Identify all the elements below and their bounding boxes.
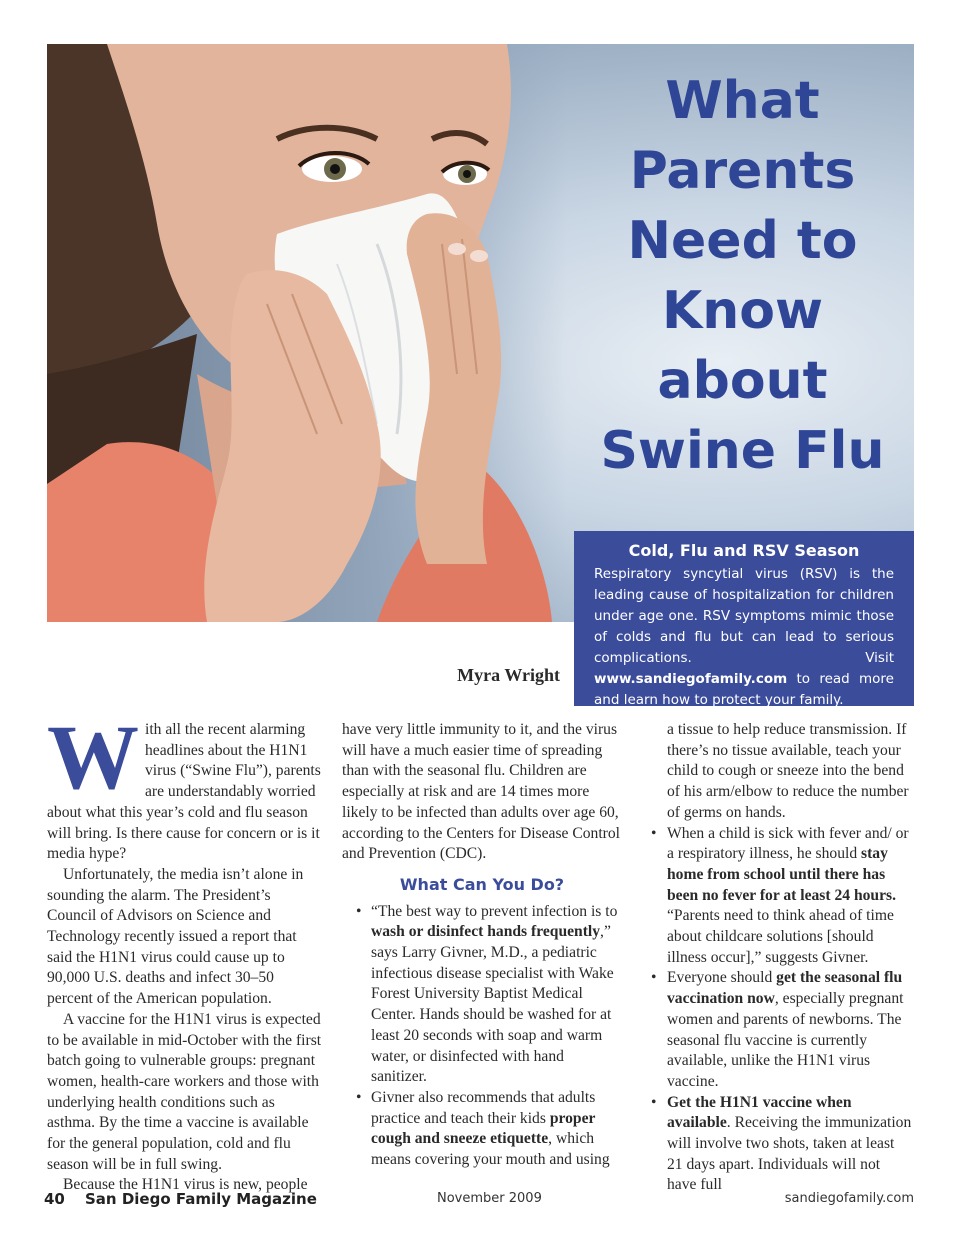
title-line: Know [661,281,824,341]
column-3 [645,720,913,1196]
bold-text: wash or disinfect hands frequently [371,923,601,941]
sidebar-text-part: Respiratory syncytial virus (RSV) is the leading cause of hospitalization for children under age one. RSV symptoms mimic those of colds and flu but can lead to serious complications. Visit [594,566,894,666]
text: . Receiving the immunization will involve two shots, taken at least 21 days apart. Individuals will not have full [667,1114,912,1194]
rsv-sidebar-box [574,531,914,706]
text: , especially pregnant women and parents of newborns. The seasonal flu vaccine is currently available, unlike the H1N1 virus vaccine. [667,990,904,1090]
list-item [645,1093,913,1197]
list-item [645,824,913,969]
title-line: Parents [629,141,856,201]
section-subhead: What Can You Do? [399,874,565,894]
paragraph: have very little immunity to it, and the virus will have a much easier time of spreading than with the seasonal flu. Children are especially at risk and are 14 times more likely to be infected than adults over age 60, according to the Centers for Disease Control and Prevention (CDC). [342,721,621,863]
paragraph-text: ith all the recent alarming headlines about the H1N1 virus (“Swine Flu”), parents are understandably worried about what this year’s cold and flu season will bring. Is there cause for concern or is it media hype? [47,721,321,863]
title-line: What [665,71,820,131]
paragraph: Unfortunately, the media isn’t alone in sounding the alarm. The President’s Council of Advisors on Science and Technology recently issued a report that said the H1N1 virus could cause up to 90,000 U.S. deaths and infect 30–50 percent of the American population. [47,865,304,1008]
issue-date: November 2009 [437,1191,542,1206]
bold-text: proper cough and sneeze etiquette [371,1109,596,1148]
paragraph [47,706,323,865]
bold-text: Get the H1N1 vaccine when available [667,1093,852,1132]
text: Givner also recommends that adults practice and teach their kids [371,1088,596,1127]
bold-text: stay home from school until there has been no fever for at least 24 hours. [667,845,896,904]
text: ,” says Larry Givner, M.D., a pediatric infectious disease specialist with Wake Forest University Baptist Medical Center. Hands should be washed for at least 20 seconds with soap and warm water, or disinfected with hand sanitizer. [371,923,614,1086]
drop-cap: W [47,706,139,808]
text: “The best way to prevent infection is to [371,902,618,920]
page-number: 40 [44,1190,65,1208]
page-footer [0,1190,960,1212]
sidebar-heading: Cold, Flu and RSV Season [628,541,860,560]
title-line: about [657,351,828,411]
list-item [342,902,622,1088]
bold-text: get the seasonal flu vaccination now [667,969,903,1008]
title-line: Need to [627,211,858,271]
column-1 [47,706,323,1196]
column-2 [342,720,622,1171]
author-byline: Myra Wright [457,665,560,685]
article-title [600,66,885,486]
tips-list [342,902,622,1171]
sidebar-text-part: to read more and learn how to protect your family. [594,671,894,708]
list-item [645,968,913,1092]
list-item [342,1088,622,1171]
text: , which means covering your mouth and using [371,1130,610,1169]
sidebar-text [594,564,894,711]
text: “Parents need to think ahead of time about childcare solutions [should illness occur],” suggests Givner. [667,907,894,966]
website-link[interactable]: sandiegofamily.com [784,1191,914,1206]
paragraph: Because the H1N1 virus is new, people [63,1176,308,1194]
tips-list [645,824,913,1197]
list-item-continuation: a tissue to help reduce transmission. If there’s no tissue available, teach your child to cough or sneeze into the bend of his arm/elbow to reduce the number of germs on hands. [667,721,909,821]
magazine-name: San Diego Family Magazine [85,1190,317,1208]
sidebar-url-link[interactable]: www.sandiegofamily.com [594,671,788,687]
text: When a child is sick with fever and/ or a respiratory illness, he should [667,824,909,863]
title-line: Swine Flu [600,421,885,481]
paragraph: A vaccine for the H1N1 virus is expected to be available in mid-October with the first batch going to vulnerable groups: pregnant women, health-care workers and those with underlying health conditions such as asthma. By the time a vaccine is available for the general population, cold and flu season will be in full swing. [47,1010,322,1173]
text: Everyone should [667,969,777,987]
